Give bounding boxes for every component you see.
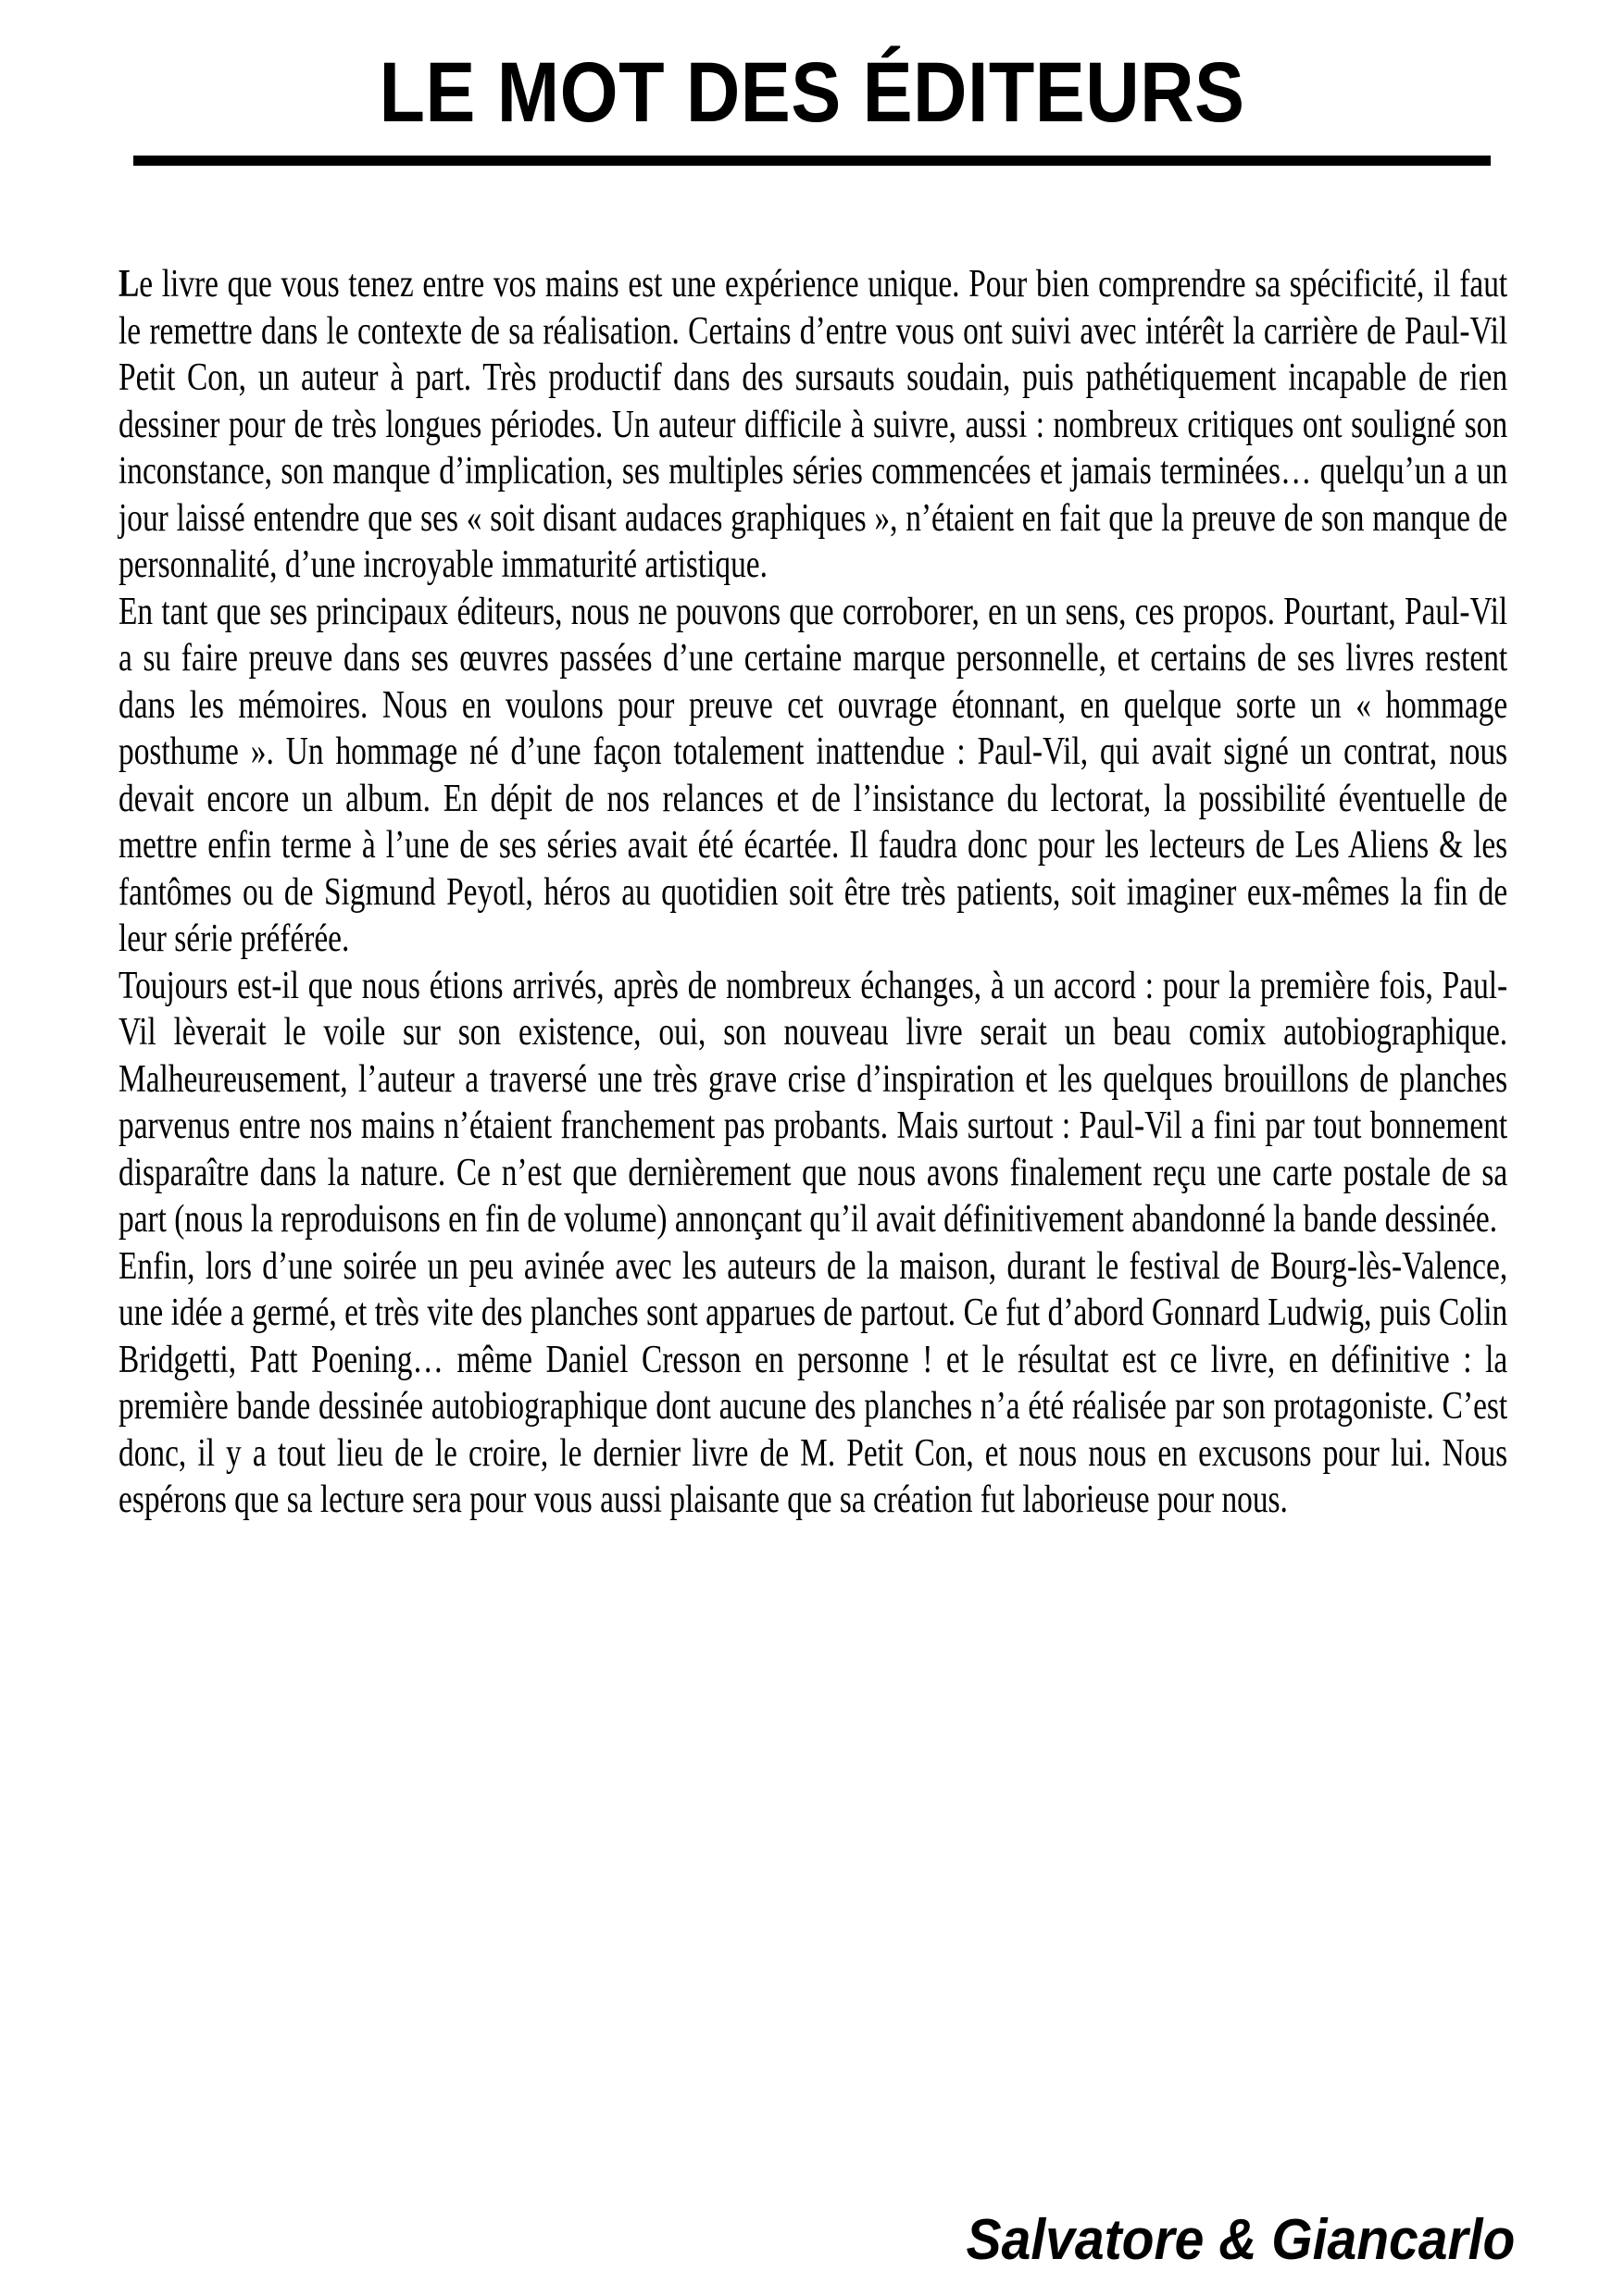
title-divider-rule (133, 156, 1491, 166)
paragraph-3: Toujours est-il que nous étions arrivés, après de nombreux échanges, à un accord : pour la première fois, Paul-Vil lèverait le voile sur son existence, oui, son nouveau livre serait un beau comix autobiographique. Malheureusement, l’auteur a traversé une très grave crise d’inspiration et les quelques brouillons de planches parvenus entre nos mains n’étaient franchement pas probants. Mais surtout : Paul-Vil a fini par tout bonnement disparaître dans la nature. Ce n’est que dernièrement que nous avons finalement reçu une carte postale de sa part (nous la reproduisons en fin de volume) annonçant qu’il avait définitivement abandonné la bande dessinée. (119, 964, 1508, 1241)
article-body (119, 261, 1507, 1524)
paragraph-1-text: e livre que vous tenez entre vos mains est une expérience unique. Pour bien comprendre sa spécificité, il faut le remettre dans le contexte de sa réalisation. Certains d’entre vous ont suivi avec intérêt la carrière de Paul-Vil Petit Con, un auteur à part. Très productif dans des sursauts soudain, puis pathétiquement incapable de rien dessiner pour de très longues périodes. Un auteur difficile à suivre, aussi : nombreux critiques ont souligné son inconstance, son manque d’implication, ses multiples séries commencées et jamais terminées… quelqu’un a un jour laissé entendre que ses « soit disant audaces graphiques », n’étaient en fait que la preuve de son manque de personnalité, d’une incroyable immaturité artistique. (119, 263, 1508, 586)
editors-signature: Salvatore & Giancarlo (966, 2207, 1515, 2272)
paragraph-4: Enfin, lors d’une soirée un peu avinée avec les auteurs de la maison, durant le festival de Bourg-lès-Valence, une idée a germé, et très vite des planches sont apparues de partout. Ce fut d’abord Gonnard Ludwig, puis Colin Bridgetti, Patt Poening… même Daniel Cresson en personne ! et le résultat est ce livre, en définitive : la première bande dessinée autobiographique dont aucune des planches n’a été réalisée par son protagoniste. C’est donc, il y a tout lieu de le croire, le dernier livre de M. Petit Con, et nous nous en excusons pour lui. Nous espérons que sa lecture sera pour vous aussi plaisante que sa création fut laborieuse pour nous. (119, 1244, 1508, 1521)
page-title: LE MOT DES ÉDITEURS (379, 45, 1245, 140)
drop-cap: L (119, 263, 140, 306)
page-header (0, 0, 1624, 166)
paragraph-1 (119, 261, 1507, 589)
paragraph-2: En tant que ses principaux éditeurs, nous ne pouvons que corroborer, en un sens, ces propos. Pourtant, Paul-Vil a su faire preuve dans ses œuvres passées d’une certaine marque personnelle, et certains de ses livres restent dans les mémoires. Nous en voulons pour preuve cet ouvrage étonnant, en quelque sorte un « hommage posthume ». Un hommage né d’une façon totalement inattendue : Paul-Vil, qui avait signé un contrat, nous devait encore un album. En dépit de nos relances et de l’insistance du lectorat, la possibilité éventuelle de mettre enfin terme à l’une de ses séries avait été écartée. Il faudra donc pour les lecteurs de Les Aliens & les fantômes ou de Sigmund Peyotl, héros au quotidien soit être très patients, soit imaginer eux-mêmes la fin de leur série préférée. (119, 590, 1508, 960)
